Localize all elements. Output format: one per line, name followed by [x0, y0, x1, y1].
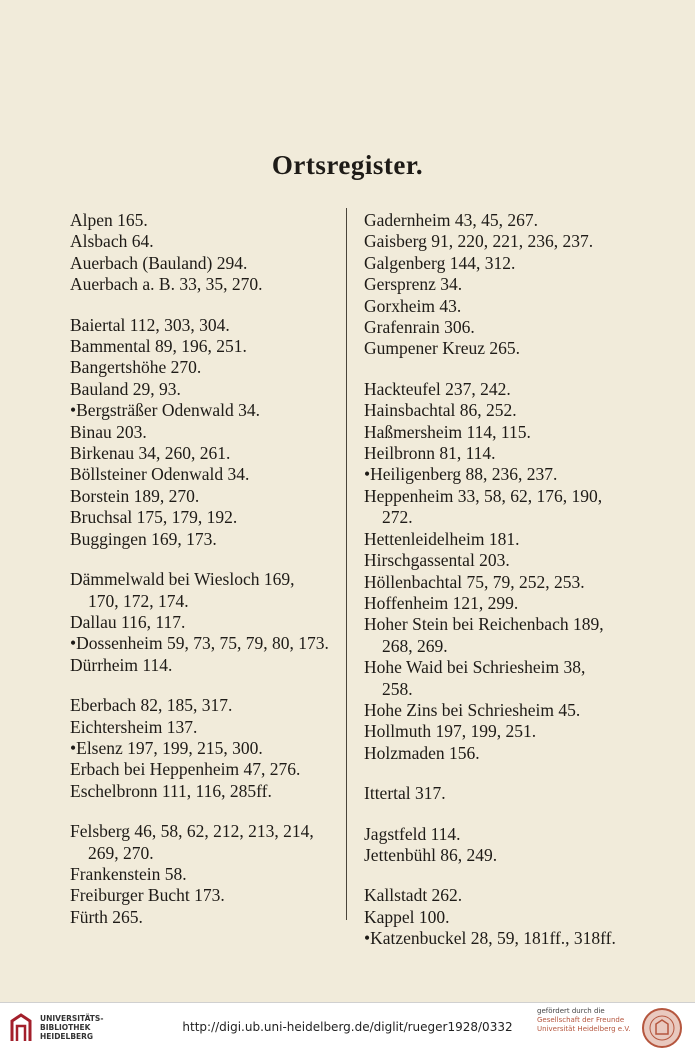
entry-gap	[356, 805, 634, 824]
index-entry	[62, 357, 338, 378]
entry-text: Hirschgassental 203.	[364, 550, 510, 571]
entry-text: Borstein 189, 270.	[70, 485, 200, 506]
entry-continuation: 272.	[382, 507, 413, 528]
sponsor-line: Gesellschaft der Freunde	[537, 1016, 625, 1024]
index-entry	[356, 657, 634, 700]
entry-text: Freiburger Bucht 173.	[70, 885, 225, 906]
index-entry	[356, 231, 634, 252]
entry-text: Felsberg 46, 58, 62, 212, 213, 214,	[70, 821, 314, 842]
index-column-right	[356, 210, 634, 950]
page-title: Ortsregister.	[271, 150, 424, 180]
index-entry	[356, 422, 634, 443]
entry-text: Hollmuth 197, 199, 251.	[364, 721, 537, 742]
entry-text: Kappel 100.	[364, 906, 450, 927]
index-entry	[356, 400, 634, 421]
index-entry	[356, 700, 634, 721]
index-entry	[62, 864, 338, 885]
entry-text: Gumpener Kreuz 265.	[364, 338, 520, 359]
entry-text: Frankenstein 58.	[70, 863, 187, 884]
entry-text: Binau 203.	[70, 421, 147, 442]
entry-gap	[356, 866, 634, 885]
entry-text: Buggingen 169, 173.	[70, 528, 217, 549]
entry-text: Alsbach 64.	[70, 231, 154, 252]
entry-text: Gadernheim 43, 45, 267.	[364, 210, 538, 230]
index-entry	[62, 400, 338, 421]
entry-text: Bammental 89, 196, 251.	[70, 336, 247, 357]
entry-text: Heppenheim 33, 58, 62, 176, 190,	[364, 485, 603, 506]
column-divider	[346, 208, 347, 920]
index-entry	[62, 231, 338, 252]
entry-text: •Dossenheim 59, 73, 75, 79, 80, 173.	[70, 633, 329, 654]
entry-text: Holzmaden 156.	[364, 742, 480, 763]
index-entry	[356, 928, 634, 949]
index-entry	[62, 274, 338, 295]
index-entry	[356, 443, 634, 464]
entry-text: Auerbach (Bauland) 294.	[70, 252, 248, 273]
entry-text: Höllenbachtal 75, 79, 252, 253.	[364, 571, 585, 592]
entry-text: Jagstfeld 114.	[364, 823, 461, 844]
index-column-left	[62, 210, 338, 928]
sponsor-line: Universität Heidelberg e.V.	[537, 1025, 631, 1033]
entry-gap	[62, 296, 338, 315]
entry-text: Hohe Zins bei Schriesheim 45.	[364, 699, 581, 720]
entry-text: Grafenrain 306.	[364, 317, 475, 338]
sponsor-line: gefördert durch die	[537, 1007, 605, 1015]
entry-text: Erbach bei Heppenheim 47, 276.	[70, 759, 301, 780]
index-entry	[356, 253, 634, 274]
index-entry	[356, 907, 634, 928]
entry-gap	[62, 802, 338, 821]
index-entry	[62, 464, 338, 485]
entry-text: Galgenberg 144, 312.	[364, 252, 516, 273]
entry-gap	[356, 360, 634, 379]
entry-text: Fürth 265.	[70, 906, 143, 927]
index-entry	[356, 379, 634, 400]
sponsor-credit	[537, 1007, 637, 1034]
index-entry	[356, 743, 634, 764]
entry-gap	[62, 676, 338, 695]
index-entry	[62, 336, 338, 357]
entry-text: Hainsbachtal 86, 252.	[364, 400, 517, 421]
entry-text: Gersprenz 34.	[364, 274, 463, 295]
entry-text: Bangertshöhe 270.	[70, 357, 202, 378]
index-entry	[62, 655, 338, 676]
entry-text: Alpen 165.	[70, 210, 148, 230]
entry-text: •Katzenbuckel 28, 59, 181ff., 318ff.	[364, 928, 616, 949]
entry-gap	[62, 550, 338, 569]
entry-text: Gorxheim 43.	[364, 295, 462, 316]
entry-text: Heilbronn 81, 114.	[364, 443, 496, 464]
entry-text: Dallau 116, 117.	[70, 611, 186, 632]
index-entry	[356, 721, 634, 742]
society-seal-icon	[641, 1007, 683, 1049]
index-entry	[356, 210, 634, 231]
index-entry	[356, 550, 634, 571]
index-entry	[356, 486, 634, 529]
entry-text: Kallstadt 262.	[364, 885, 463, 906]
entry-text: Haßmersheim 114, 115.	[364, 421, 531, 442]
entry-text: Baiertal 112, 303, 304.	[70, 314, 230, 335]
index-entry	[62, 885, 338, 906]
index-entry	[356, 593, 634, 614]
entry-text: Hackteufel 237, 242.	[364, 378, 511, 399]
index-entry	[356, 529, 634, 550]
library-name-line: UNIVERSITÄTS-	[40, 1014, 104, 1023]
viewer-footer	[0, 1002, 695, 1053]
index-entry	[356, 338, 634, 359]
index-entry	[62, 821, 338, 864]
index-entry	[356, 824, 634, 845]
index-entry	[62, 253, 338, 274]
entry-text: Hoher Stein bei Reichenbach 189,	[364, 614, 604, 635]
index-entry	[62, 633, 338, 654]
index-entry	[62, 486, 338, 507]
index-entry	[356, 572, 634, 593]
index-entry	[356, 274, 634, 295]
entry-text: Dürrheim 114.	[70, 654, 173, 675]
index-entry	[62, 907, 338, 928]
entry-continuation: 170, 172, 174.	[88, 590, 189, 611]
index-entry	[356, 885, 634, 906]
entry-text: Auerbach a. B. 33, 35, 270.	[70, 274, 263, 295]
library-name-line: HEIDELBERG	[40, 1032, 94, 1041]
entry-text: Eichtersheim 137.	[70, 716, 198, 737]
entry-text: Eschelbronn 111, 116, 285ff.	[70, 780, 272, 801]
entry-text: •Heiligenberg 88, 236, 237.	[364, 464, 558, 485]
index-entry	[62, 529, 338, 550]
index-entry	[356, 783, 634, 804]
library-name-line: BIBLIOTHEK	[40, 1023, 91, 1032]
index-entry	[356, 464, 634, 485]
entry-continuation: 268, 269.	[382, 635, 448, 656]
entry-text: Hoffenheim 121, 299.	[364, 592, 519, 613]
entry-continuation: 269, 270.	[88, 842, 154, 863]
entry-text: •Elsenz 197, 199, 215, 300.	[70, 737, 263, 758]
index-entry	[62, 695, 338, 716]
index-entry	[62, 781, 338, 802]
entry-text: Ittertal 317.	[364, 783, 446, 804]
index-entry	[356, 845, 634, 866]
entry-text: Bruchsal 175, 179, 192.	[70, 507, 238, 528]
entry-text: Dämmelwald bei Wiesloch 169,	[70, 569, 295, 590]
page-url-link[interactable]: http://digi.ub.uni-heidelberg.de/diglit/rueger1928/0332	[182, 1020, 513, 1034]
index-entry	[356, 317, 634, 338]
index-entry	[356, 614, 634, 657]
entry-continuation: 258.	[382, 678, 413, 699]
index-entry	[62, 569, 338, 612]
index-entry	[62, 507, 338, 528]
index-entry	[62, 443, 338, 464]
entry-gap	[356, 764, 634, 783]
entry-text: Jettenbühl 86, 249.	[364, 844, 498, 865]
index-entry	[62, 315, 338, 336]
index-entry	[62, 717, 338, 738]
entry-text: Birkenau 34, 260, 261.	[70, 443, 231, 464]
entry-text: Gaisberg 91, 220, 221, 236, 237.	[364, 231, 594, 252]
entry-text: •Bergsträßer Odenwald 34.	[70, 400, 260, 421]
entry-text: Eberbach 82, 185, 317.	[70, 695, 233, 716]
index-entry	[62, 210, 338, 231]
entry-text: Hettenleidelheim 181.	[364, 528, 520, 549]
index-entry	[62, 422, 338, 443]
index-entry	[62, 612, 338, 633]
entry-text: Hohe Waid bei Schriesheim 38,	[364, 657, 586, 678]
index-entry	[356, 296, 634, 317]
entry-text: Bauland 29, 93.	[70, 378, 181, 399]
index-entry	[62, 738, 338, 759]
index-entry	[62, 379, 338, 400]
entry-text: Böllsteiner Odenwald 34.	[70, 464, 250, 485]
index-entry	[62, 759, 338, 780]
